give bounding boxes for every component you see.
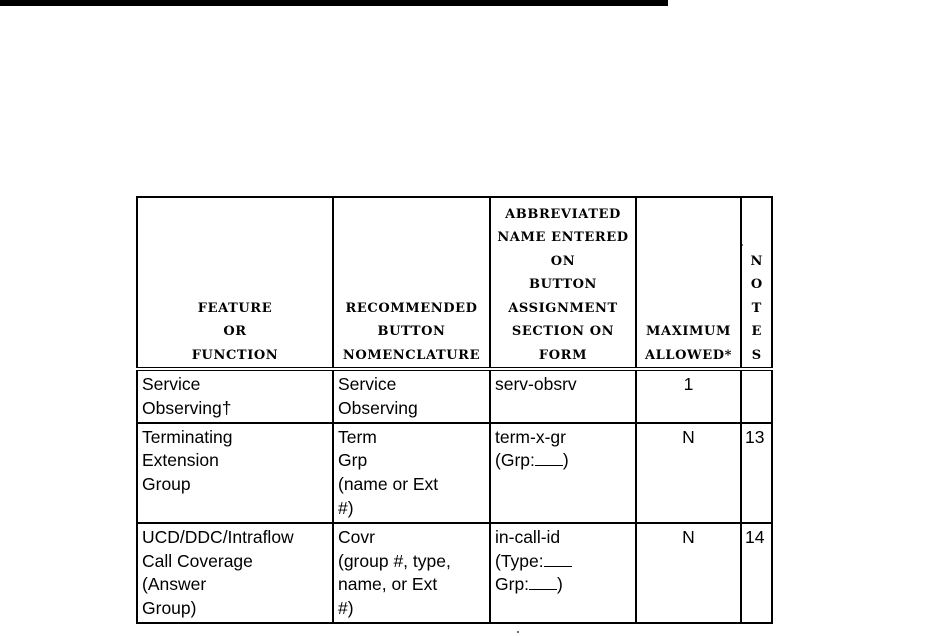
cell-line: Extension	[142, 450, 219, 471]
notes-cell	[741, 369, 772, 423]
abbreviated-cell	[490, 369, 636, 423]
cell-line: term-x-gr	[495, 426, 566, 447]
button-assignment-table	[136, 196, 773, 624]
cell-line: Term	[338, 426, 377, 447]
cell-line: in-call-id	[495, 526, 561, 547]
cell-line: Call Coverage	[142, 550, 253, 571]
header-abbreviated	[490, 197, 636, 369]
cell-line: Service	[142, 374, 201, 394]
top-rule	[0, 0, 668, 6]
header-line: ON	[550, 253, 576, 269]
scan-speck	[517, 631, 519, 633]
cell-line: #)	[338, 598, 354, 619]
fill-in-blank	[544, 552, 572, 567]
header-line: RECOMMENDED	[345, 300, 478, 316]
header-line: FUNCTION	[191, 347, 279, 363]
notes-cell	[741, 423, 772, 523]
feature-cell	[137, 423, 333, 523]
notes-cell	[741, 523, 772, 623]
cell-line: 13	[745, 426, 765, 447]
abbreviated-cell	[490, 423, 636, 523]
cell-line: Grp	[338, 450, 368, 471]
cell-line	[495, 550, 631, 574]
cell-line: (name or Ext	[338, 474, 439, 495]
header-maximum	[636, 197, 741, 369]
cell-line: N	[682, 526, 695, 547]
cell-line: serv-obsrv	[495, 374, 577, 394]
cell-line: Group	[142, 474, 191, 495]
nomenclature-cell	[333, 369, 490, 423]
field-label: Grp:	[495, 574, 530, 595]
feature-cell	[137, 369, 333, 423]
maximum-cell	[636, 369, 741, 423]
header-notes	[741, 197, 772, 369]
header-letter: S	[751, 347, 762, 363]
close-paren: )	[562, 450, 569, 471]
fill-in-blank	[529, 575, 557, 590]
cell-line: Terminating	[142, 426, 233, 447]
cell-line: (Answer	[142, 574, 207, 595]
header-row	[137, 197, 772, 369]
feature-cell	[137, 523, 333, 623]
cell-line	[495, 449, 631, 473]
cell-line: Observing	[338, 397, 418, 418]
cell-line: Observing†	[142, 397, 232, 418]
cell-line: UCD/DDC/Intraflow	[142, 526, 294, 547]
cell-line: (group #, type,	[338, 550, 451, 571]
header-letter: E	[751, 324, 762, 339]
header-line: ALLOWED*	[644, 347, 733, 363]
close-paren: )	[557, 574, 563, 595]
cell-line: Group)	[142, 598, 197, 619]
header-line: MAXIMUM	[646, 324, 731, 339]
header-nomenclature	[333, 197, 490, 369]
nomenclature-cell	[333, 423, 490, 523]
header-line: OR	[223, 324, 247, 339]
field-label: (Grp:	[495, 450, 535, 471]
maximum-cell	[636, 523, 741, 623]
cell-line: N	[682, 426, 695, 447]
cell-line: Covr	[338, 526, 375, 547]
fill-in-blank	[535, 451, 563, 466]
cell-line	[495, 573, 631, 597]
cell-line: #)	[338, 497, 354, 518]
header-line: SECTION ON	[511, 324, 615, 339]
header-feature	[137, 197, 333, 369]
header-letter: N	[750, 253, 763, 269]
cell-line: Service	[338, 374, 397, 394]
table-row	[137, 369, 772, 423]
cell-line: 1	[683, 374, 694, 394]
header-letter: T	[751, 300, 762, 316]
nomenclature-cell	[333, 523, 490, 623]
cell-line: name, or Ext	[338, 574, 438, 595]
header-line: FORM	[538, 347, 588, 363]
field-label: (Type:	[495, 550, 544, 571]
header-line: BUTTON	[377, 324, 446, 339]
abbreviated-cell	[490, 523, 636, 623]
header-line: NAME ENTERED	[497, 230, 629, 245]
header-line: FEATURE	[197, 300, 273, 316]
table-row	[137, 523, 772, 623]
cell-line: 14	[745, 526, 765, 547]
header-line: ABBREVIATED	[505, 206, 621, 222]
header-line: ASSIGNMENT	[508, 300, 618, 316]
header-letter: O	[750, 277, 763, 292]
header-line: BUTTON	[528, 277, 598, 292]
maximum-cell	[636, 423, 741, 523]
table-row	[137, 423, 772, 523]
header-line: NOMENCLATURE	[342, 347, 481, 363]
